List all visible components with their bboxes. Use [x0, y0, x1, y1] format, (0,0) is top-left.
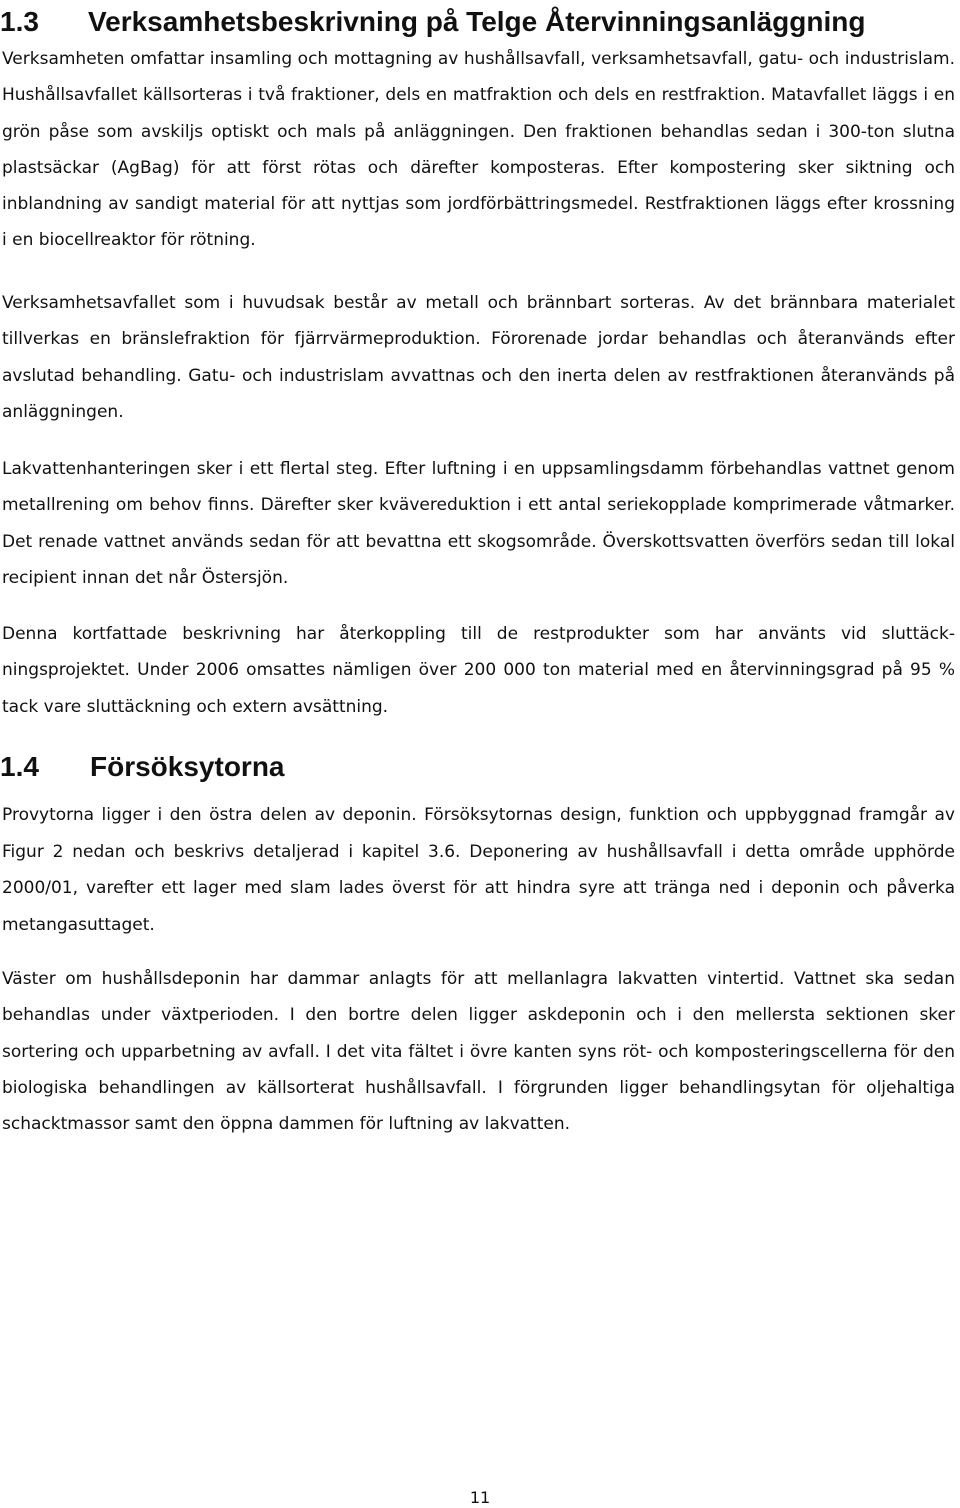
page-number: 11 — [469, 1488, 491, 1507]
paragraph: Väster om hushållsdeponin har dammar anlagts för att mellanlagra lakvatten vintertid. Vattnet ska sedan behandlas under växtperioden. I den bortre delen ligger askdeponin och i den mellersta sektionen sker sortering och upparbetning av avfall. I det vita fältet i övre kanten syns röt- och komposteringscellerna för den biologiska behandlingen av källsorterat hushållsavfall. I förgrunden ligger behandlingsytan för oljehaltiga schacktmassor samt den öppna dammen för luftning av lakvatten. — [2, 969, 955, 1135]
section-number: 1.4 — [0, 751, 39, 782]
section-title: Försöksytorna — [90, 751, 285, 782]
paragraph: Lakvattenhanteringen sker i ett flertal steg. Efter luftning i en uppsamlingsdamm förbehandlas vattnet genom metallrening om behov finns. Därefter sker kvävereduktion i ett antal seriekopplade komprimerade våtmarker. Det renade vattnet används sedan för att bevattna ett skogsområde. Överskottsvatten överförs sedan till lokal recipient innan det når Östersjön. — [2, 459, 955, 588]
paragraph: Provytorna ligger i den östra delen av deponin. Försöksytornas design, funktion och uppbyggnad framgår av Figur 2 nedan och beskrivs detaljerad i kapitel 3.6. Deponering av hushållsavfall i detta område upphörde 2000/01, varefter ett lager med slam lades överst för att hindra syre att tränga ned i deponin och påverka metangasuttaget. — [2, 805, 955, 935]
section-heading-1-3 — [0, 2, 865, 42]
paragraph: Verksamhetsavfallet som i huvudsak består av metall och brännbart sorteras. Av det brännbara materialet tillverkas en bränslefraktion för fjärrvärmeproduktion. Förorenade jordar behandlas och återanvänds efter avslutad behandling. Gatu- och industrislam avvattnas och den inerta delen av restfraktionen återanvänds på anläggningen. — [2, 293, 955, 422]
section-heading-1-4 — [0, 747, 285, 787]
paragraph: Verksamheten omfattar insamling och mottagning av hushållsavfall, verksamhetsavfall, gatu- och industrislam. Hushållsavfallet källsorteras i två fraktioner, dels en matfraktion och dels en restfraktion. Matavfallet läggs i en grön påse som avskiljs optiskt och mals på anläggningen. Den fraktionen behandlas sedan i 300-ton slutna plastsäckar (AgBag) för att först rötas och därefter komposteras. Efter kompostering sker siktning och inblandning av sandigt material för att nyttjas som jordförbättringsmedel. Restfraktionen läggs efter krossning i en biocellreaktor för rötning. — [2, 49, 955, 251]
section-title: Verksamhetsbeskrivning på Telge Återvinningsanläggning — [88, 6, 866, 37]
section-number: 1.3 — [0, 6, 39, 37]
paragraph: Denna kortfattade beskrivning har återkoppling till de restprodukter som har använts vid sluttäckningsprojektet. Under 2006 omsattes nämligen över 200 000 ton material med en återvinningsgrad på 95 % tack vare sluttäckning och extern avsättning. — [2, 624, 955, 717]
